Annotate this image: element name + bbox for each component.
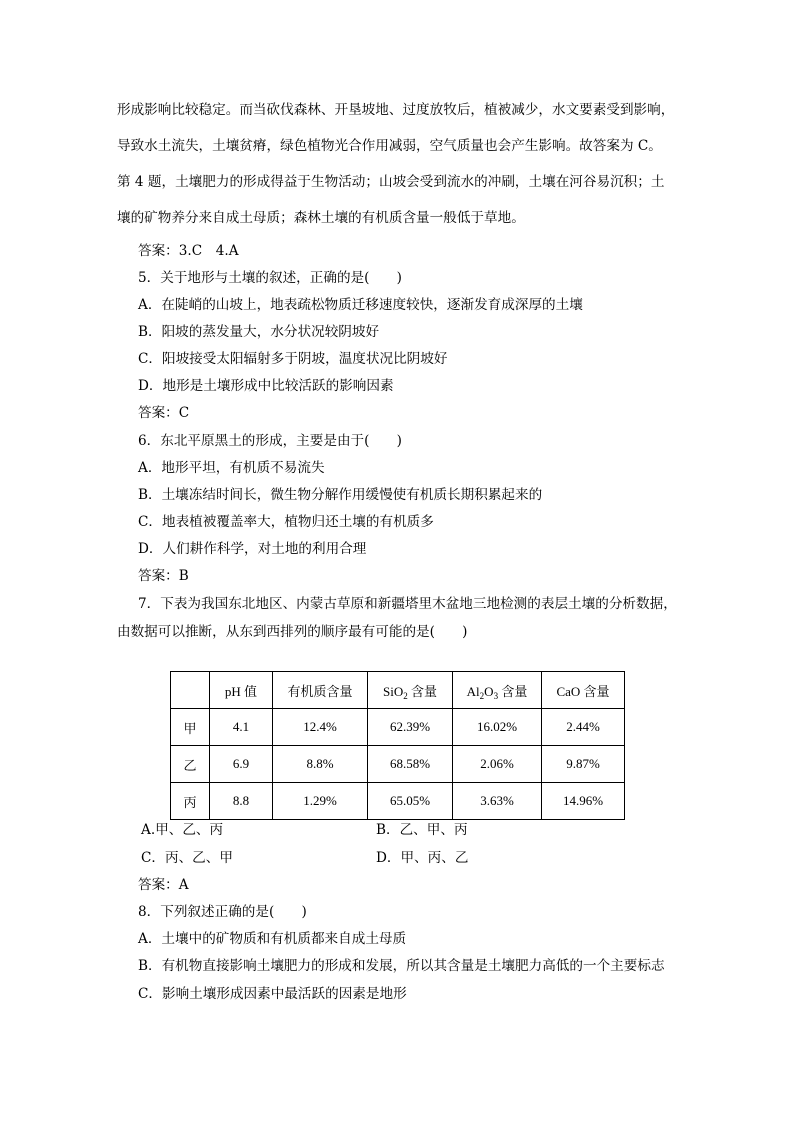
sio2-label-suffix: 含量 [407,683,437,699]
q7-option-a: A.甲、乙、丙 [141,822,224,838]
q6-option-a: A．地形平坦，有机质不易流失 [138,460,325,476]
table-row [171,746,625,783]
al2o3-label-base: Al [466,683,480,699]
table-header-al2o3 [453,672,542,709]
table-row [171,709,625,746]
q5-option-a: A．在陡峭的山坡上，地表疏松物质迁移速度较快，逐渐发育成深厚的土壤 [138,297,583,313]
paragraph-line-2: 导致水土流失，土壤贫瘠，绿色植物光合作用减弱，空气质量也会产生影响。故答案为 C。 [117,138,662,154]
al2o3-subscript-2: 3 [493,690,499,701]
q7-stem-line-2: 由数据可以推断，从东到西排列的顺序最有可能的是( ) [117,624,468,640]
table-header-row [171,672,625,709]
table-cell: 4.1 [210,709,273,746]
sio2-label-base: SiO [383,683,404,699]
q7-answer: 答案：A [138,877,189,893]
q7-option-c: C．丙、乙、甲 [141,850,233,866]
table-header-cao: CaO 含量 [542,672,625,709]
al2o3-label-suffix: 含量 [498,683,528,699]
q5-option-c: C．阳坡接受太阳辐射多于阴坡，温度状况比阴坡好 [138,351,448,367]
table-cell: 65.05% [368,783,453,820]
q8-option-c: C．影响土壤形成因素中最活跃的因素是地形 [138,986,407,1002]
q6-stem: 6．东北平原黑土的形成，主要是由于( ) [138,433,402,449]
q5-answer: 答案：C [138,405,190,421]
table-cell: 丙 [171,783,210,820]
table-cell: 8.8 [210,783,273,820]
table-cell: 1.29% [273,783,368,820]
table-cell: 68.58% [368,746,453,783]
q7-option-d: D．甲、丙、乙 [376,850,469,866]
paragraph-line-4: 壤的矿物养分来自成土母质；森林土壤的有机质含量一般低于草地。 [117,210,525,226]
answer-3-4: 答案：3.C 4.A [138,243,239,259]
al2o3-label-mid: O [484,683,494,699]
q6-option-d: D．人们耕作科学，对土地的利用合理 [138,541,367,557]
q5-option-b: B．阳坡的蒸发量大，水分状况较阴坡好 [138,324,380,340]
table-cell: 8.8% [273,746,368,783]
q6-option-b: B．土壤冻结时间长，微生物分解作用缓慢使有机质长期积累起来的 [138,487,543,503]
table-cell: 3.63% [453,783,542,820]
q5-option-d: D．地形是土壤形成中比较活跃的影响因素 [138,378,394,394]
table-cell: 14.96% [542,783,625,820]
q8-option-a: A．土壤中的矿物质和有机质都来自成土母质 [138,931,407,947]
al2o3-subscript-1: 2 [479,690,485,701]
q6-answer: 答案：B [138,568,189,584]
q7-stem-line-1: 7．下表为我国东北地区、内蒙古草原和新疆塔里木盆地三地检测的表层土壤的分析数据， [138,596,677,612]
table-header-ph: pH 值 [210,672,273,709]
table-header-sio2 [368,672,453,709]
table-cell: 62.39% [368,709,453,746]
q8-option-b: B．有机物直接影响土壤肥力的形成和发展，所以其含量是土壤肥力高低的一个主要标志 [138,958,665,974]
table-header-organic: 有机质含量 [273,672,368,709]
sio2-subscript: 2 [403,690,408,701]
table-header-blank [171,672,210,709]
paragraph-line-1: 形成影响比较稳定。而当砍伐森林、开垦坡地、过度放牧后，植被减少，水文要素受到影响， [117,102,675,118]
table-cell: 9.87% [542,746,625,783]
q8-stem: 8．下列叙述正确的是( ) [138,904,307,920]
table-cell: 6.9 [210,746,273,783]
table-cell: 16.02% [453,709,542,746]
table-row [171,783,625,820]
q7-option-b: B．乙、甲、丙 [376,822,468,838]
table-cell: 2.06% [453,746,542,783]
paragraph-line-3: 第 4 题，土壤肥力的形成得益于生物活动；山坡会受到流水的冲刷，土壤在河谷易沉积；土 [117,174,665,190]
table-cell: 乙 [171,746,210,783]
soil-data-table [170,671,625,820]
table-cell: 12.4% [273,709,368,746]
table-cell: 2.44% [542,709,625,746]
q6-option-c: C．地表植被覆盖率大，植物归还土壤的有机质多 [138,514,434,530]
q5-stem: 5．关于地形与土壤的叙述，正确的是( ) [138,270,402,286]
table-cell: 甲 [171,709,210,746]
